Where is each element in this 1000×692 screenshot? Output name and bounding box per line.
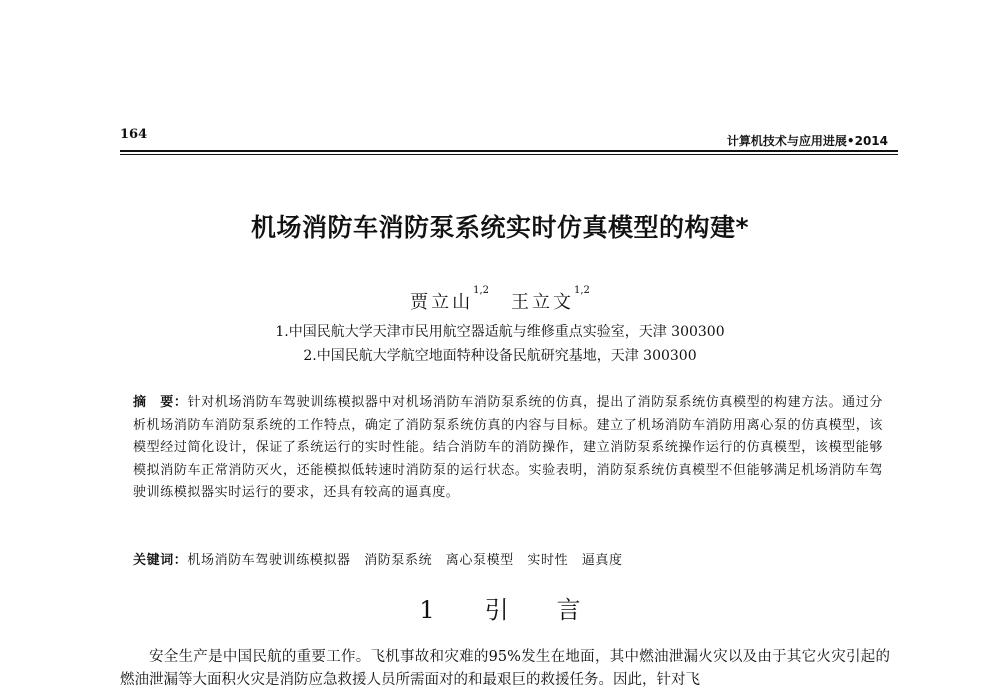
abstract-label: 摘 要： [133,395,188,410]
author-name: 王立文 [511,292,574,313]
affiliation: 2.中国民航大学航空地面特种设备民航研究基地，天津 300300 [303,348,697,364]
keywords [133,549,883,568]
author-affil-mark: 1,2 [574,285,590,296]
body-paragraph: 安全生产是中国民航的重要工作。飞机事故和灾难的95%发生在地面，其中燃油泄漏火灾以及由于其它火灾引起的燃油泄漏等大面积火灾是消防应急救援人员所需面对的和最艰巨的救援任务。因此，针对飞 [120,649,890,688]
abstract-text: 针对机场消防车驾驶训练模拟器中对机场消防车消防泵系统的仿真，提出了消防泵系统仿真模型的构建方法。通过分析机场消防车消防泵系统的工作特点，确定了消防泵系统仿真的内容与目标。建立了机场消防车消防用离心泵的仿真模型，该模型经过简化设计，保证了系统运行的实时性能。结合消防车的消防操作，建立消防泵系统操作运行的仿真模型，该模型能够模拟消防车正常消防灭火，还能模拟低转速时消防泵的运行状态。实验表明，消防泵系统仿真模型不但能够满足机场消防车驾驶训练模拟器实时运行的要求，还具有较高的逼真度。 [133,395,884,501]
section-title: 引 言 [484,596,581,624]
keywords-label: 关键词： [133,553,188,568]
author-line [0,285,1000,314]
paper-title: 机场消防车消防泵系统实时仿真模型的构建* [250,213,750,242]
section-heading [0,590,1000,625]
journal-name: 计算机技术与应用进展•2014 [726,134,888,148]
keywords-text: 机场消防车驾驶训练模拟器 消防泵系统 离心泵模型 实时性 逼真度 [187,553,623,568]
author-name: 贾立山 [410,292,474,313]
author-affil-mark: 1,2 [473,285,489,296]
abstract [133,392,883,505]
header-rule [120,150,898,152]
header-rule-thin [120,154,898,155]
affiliation: 1.中国民航大学天津市民用航空器适航与维修重点实验室，天津 300300 [275,324,725,340]
page-number: 164 [120,127,148,142]
section-number: 1 [419,596,435,624]
